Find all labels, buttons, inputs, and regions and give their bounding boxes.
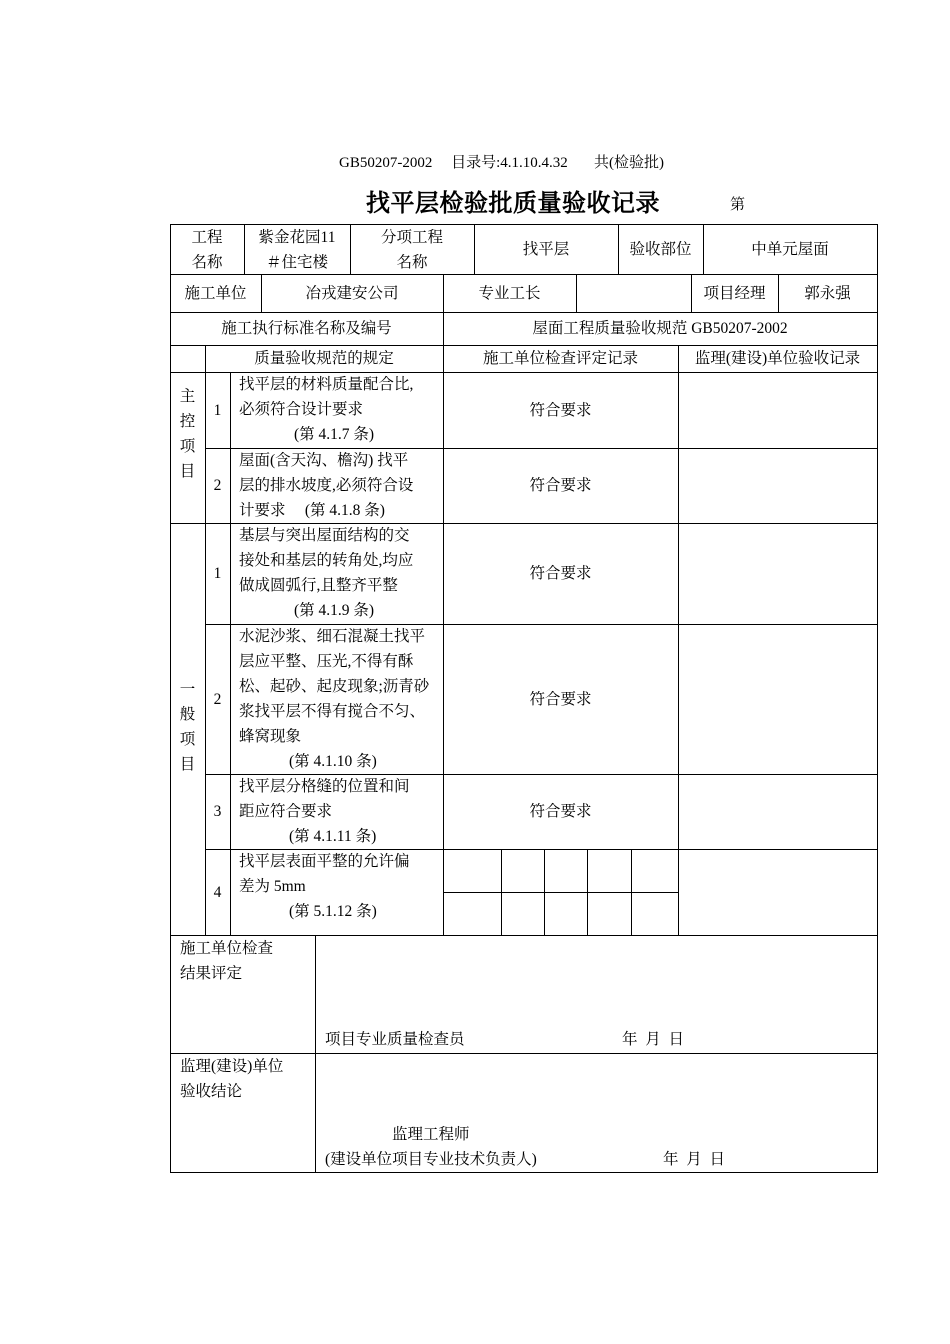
- group-char: 控: [179, 413, 196, 430]
- text-line: (第 5.1.12 条): [289, 903, 377, 920]
- text-line: (第 4.1.10 条): [289, 753, 377, 770]
- spec-column-header: 质量验收规范的规定: [254, 350, 394, 367]
- main-item-number: 1: [213, 401, 222, 419]
- text-line: 计要求 (第 4.1.8 条): [239, 502, 385, 519]
- owner-representative-signature: (建设单位项目专业技术负责人): [325, 1151, 537, 1168]
- contractor-check-date: 年 月 日: [622, 1031, 685, 1048]
- text-line: 基层与突出屋面结构的交: [239, 527, 410, 544]
- text-line: 水泥沙浆、细石混凝土找平: [239, 628, 426, 645]
- supervising-engineer-signature: 监理工程师: [392, 1126, 470, 1143]
- standard-label: 施工执行标准名称及编号: [221, 320, 392, 337]
- page-label: 第: [730, 197, 746, 213]
- project-name-value: [244, 225, 350, 275]
- supervisor-record-header: 监理(建设)单位验收记录: [694, 350, 861, 367]
- sub-item-value: 找平层: [522, 240, 570, 258]
- pm-label: 项目经理: [703, 284, 766, 302]
- text-line: (第 4.1.11 条): [289, 828, 377, 845]
- general-item-text: [239, 774, 443, 849]
- standard-code: GB50207-2002: [339, 155, 433, 171]
- label-line: 分项工程: [380, 229, 443, 246]
- accept-part-value: 中单元屋面: [751, 240, 829, 258]
- group-char: 主: [179, 388, 196, 405]
- text-line: 找平层表面平整的允许偏: [239, 853, 410, 870]
- general-items-group-label: [170, 677, 205, 777]
- document-title: 找平层检验批质量验收记录: [366, 189, 660, 217]
- supervisor-check-label: [180, 1054, 315, 1104]
- label-line: 验收结论: [180, 1083, 243, 1100]
- sub-item-label: [350, 225, 474, 275]
- group-char: 项: [179, 438, 196, 455]
- general-item-text: [239, 624, 443, 774]
- quality-inspector-signature: 项目专业质量检查员: [325, 1031, 465, 1048]
- standard-value: 屋面工程质量验收规范 GB50207-2002: [532, 320, 788, 337]
- label-line: 名称: [396, 254, 428, 271]
- catalog-no: 目录号:4.1.10.4.32: [451, 155, 568, 171]
- general-item-text: [239, 523, 443, 623]
- contractor-record-header: 施工单位检查评定记录: [482, 350, 638, 367]
- contractor-label: 施工单位: [184, 284, 247, 302]
- main-item-result: 符合要求: [529, 477, 592, 494]
- main-item-number: 2: [213, 477, 222, 494]
- label-line: 名称: [191, 254, 223, 271]
- group-char: 般: [179, 706, 196, 723]
- text-line: 找平层分格缝的位置和间: [239, 778, 410, 795]
- text-line: 差为 5mm: [239, 878, 306, 895]
- general-item-result: 符合要求: [529, 803, 592, 820]
- supervisor-check-date: 年 月 日: [663, 1151, 726, 1168]
- group-char: 项: [179, 731, 196, 748]
- general-item-result: 符合要求: [529, 690, 592, 708]
- pm-value: 郭永强: [804, 284, 851, 302]
- accept-part-label: 验收部位: [629, 240, 692, 258]
- foreman-value: [576, 274, 691, 312]
- value-line: ＃住宅楼: [265, 254, 328, 271]
- label-line: 工程: [191, 229, 223, 246]
- value-line: 紫金花园11: [258, 229, 336, 246]
- general-item-number: 3: [213, 803, 222, 820]
- text-line: 距应符合要求: [239, 803, 333, 820]
- contractor-value: 冶戎建安公司: [305, 284, 399, 302]
- inspection-form: [170, 224, 878, 1173]
- contractor-check-label: [180, 936, 315, 986]
- general-item-text: [239, 849, 443, 924]
- text-line: 层的排水坡度,必须符合设: [239, 477, 414, 494]
- text-line: 松、起砂、起皮现象;沥青砂: [239, 678, 430, 695]
- label-line: 结果评定: [180, 965, 243, 982]
- text-line: 找平层的材料质量配合比,: [239, 376, 414, 393]
- text-line: (第 4.1.9 条): [294, 602, 375, 619]
- text-line: 做成圆弧行,且整齐平整: [239, 577, 398, 594]
- text-line: 蜂窝现象: [239, 728, 302, 745]
- text-line: (第 4.1.7 条): [294, 426, 375, 443]
- main-item-result: 符合要求: [529, 401, 592, 419]
- text-line: 必须符合设计要求: [239, 401, 364, 418]
- general-item-result: 符合要求: [529, 565, 592, 582]
- main-items-group-label: [170, 384, 205, 484]
- text-line: 接处和基层的转角处,均应: [239, 552, 414, 569]
- text-line: 屋面(含天沟、檐沟) 找平: [239, 452, 409, 469]
- group-char: 目: [179, 756, 196, 773]
- main-item-text: [239, 448, 443, 523]
- group-char: 一: [179, 681, 196, 698]
- group-char: 目: [179, 463, 196, 480]
- text-line: 层应平整、压光,不得有酥: [239, 653, 414, 670]
- main-item-text: [239, 372, 443, 447]
- label-line: 施工单位检查: [180, 940, 274, 957]
- header-line: [339, 151, 664, 172]
- text-line: 浆找平层不得有搅合不匀、: [239, 703, 426, 720]
- project-name-label: [170, 225, 244, 275]
- general-item-number: 4: [213, 883, 222, 901]
- batch-count: 共(检验批): [594, 155, 665, 171]
- foreman-label: 专业工长: [478, 284, 541, 302]
- general-item-number: 1: [213, 565, 222, 582]
- label-line: 监理(建设)单位: [180, 1058, 284, 1075]
- general-item-number: 2: [213, 690, 222, 708]
